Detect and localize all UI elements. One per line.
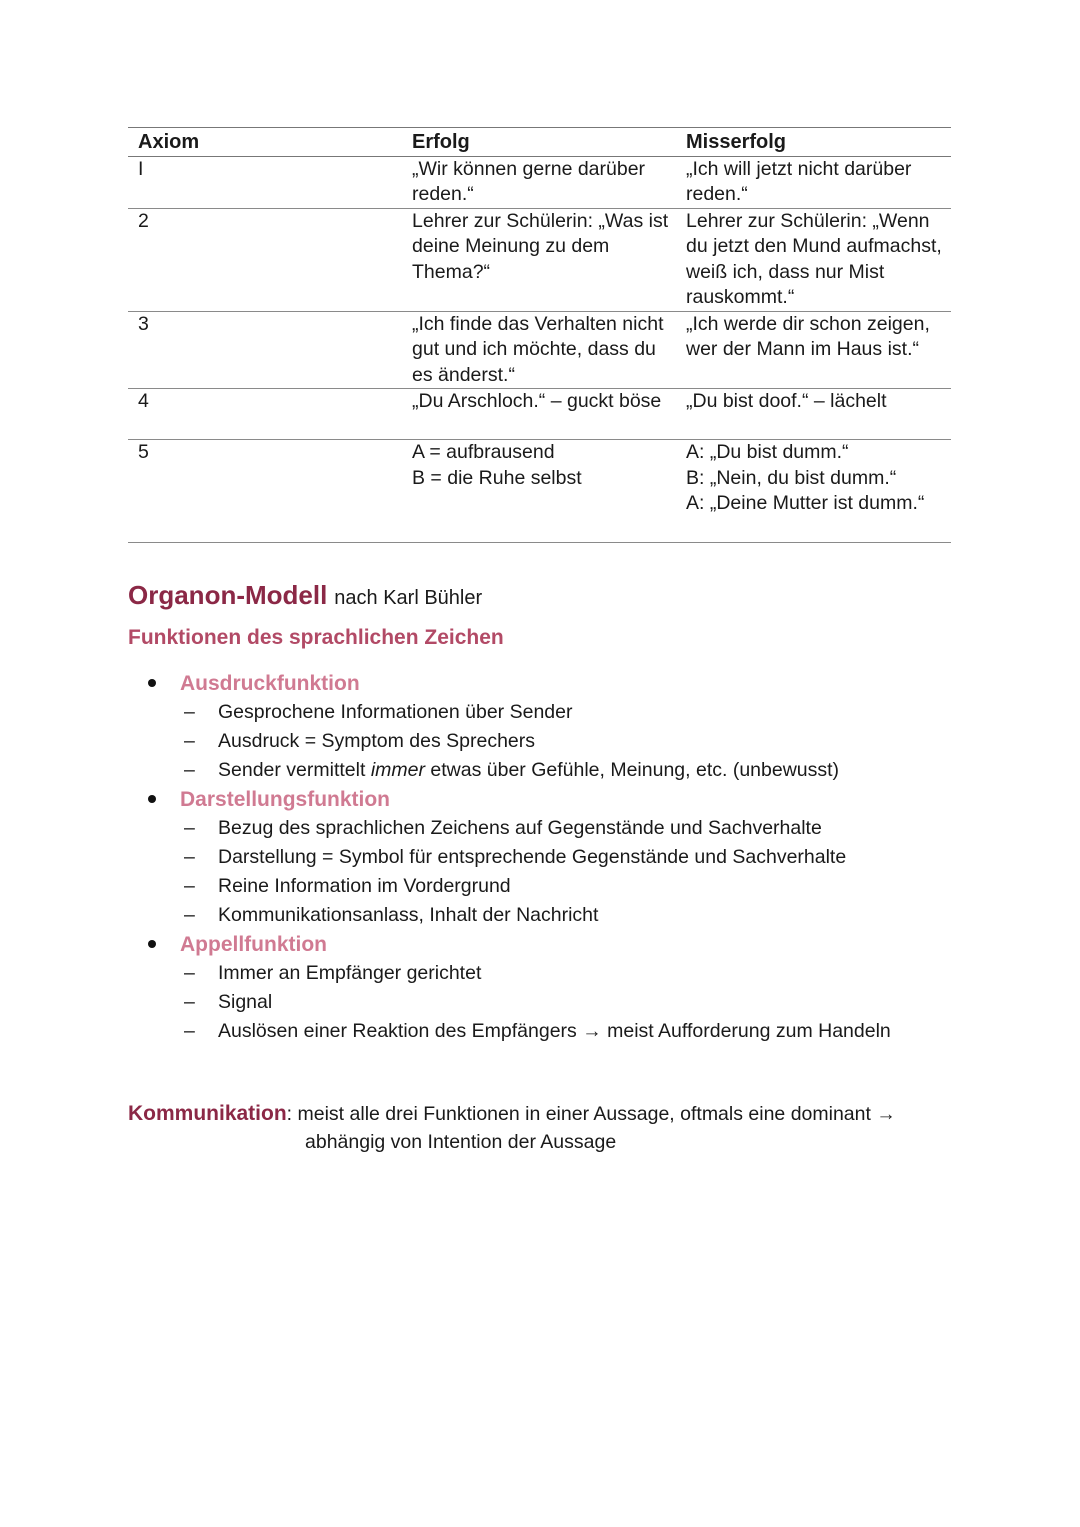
table-row [128, 311, 951, 389]
bullet-icon [148, 940, 156, 948]
dash-icon: – [184, 730, 195, 752]
organon-heading [128, 580, 482, 611]
point-text: Darstellung = Symbol für entsprechende Gegenstände und Sachverhalte [218, 846, 847, 868]
axiom-cell: 4 [128, 389, 402, 440]
misserfolg-cell: „Ich werde dir schon zeigen, wer der Mann im Haus ist.“ [676, 311, 951, 389]
list-item [180, 872, 1028, 901]
list-item [180, 1017, 1028, 1046]
function-item-ausdruck [128, 669, 1028, 785]
table-row [128, 156, 951, 208]
function-item-appell [128, 930, 1028, 1046]
axiom-cell: I [128, 156, 402, 208]
list-item [180, 988, 1028, 1017]
erfolg-line: A = aufbrausend [412, 441, 555, 463]
list-item [180, 727, 1028, 756]
point-text: Ausdruck = Symptom des Sprechers [218, 730, 536, 752]
function-title: Darstellungsfunktion [180, 788, 391, 811]
point-text: Immer an Empfänger gerichtet [218, 962, 482, 984]
dash-icon: – [184, 962, 195, 984]
kommunikation-text: : meist alle drei Funktionen in einer Aussage, oftmals eine dominant → [286, 1103, 896, 1125]
dash-icon: – [184, 817, 195, 839]
axiom-table [128, 127, 951, 543]
point-text: Kommunikationsanlass, Inhalt der Nachricht [218, 904, 599, 926]
header-axiom: Axiom [128, 128, 402, 157]
misserfolg-line: B: „Nein, du bist dumm.“ [686, 466, 897, 489]
functions-list [128, 669, 1028, 1046]
axiom-cell: 3 [128, 311, 402, 389]
erfolg-cell: „Du Arschloch.“ – guckt böse [402, 389, 676, 440]
function-points [180, 814, 1028, 930]
kommunikation-text-continued: abhängig von Intention der Aussage [305, 1131, 617, 1153]
point-text-emphasis: immer [370, 759, 425, 781]
point-text-after: etwas über Gefühle, Meinung, etc. (unbewusst) [424, 759, 840, 781]
organon-subtitle: nach Karl Bühler [334, 587, 483, 609]
organon-title: Organon-Modell [128, 580, 328, 610]
dash-icon: – [184, 846, 195, 868]
bullet-icon [148, 795, 156, 803]
erfolg-cell: „Wir können gerne darüber reden.“ [402, 156, 676, 208]
dash-icon: – [184, 1020, 195, 1042]
misserfolg-cell: „Ich will jetzt nicht darüber reden.“ [676, 156, 951, 208]
table-row [128, 440, 951, 543]
dash-icon: – [184, 991, 195, 1013]
list-item [180, 814, 1028, 843]
point-text: Signal [218, 991, 273, 1013]
misserfolg-line: A: „Deine Mutter ist dumm.“ [686, 492, 925, 514]
list-item [180, 959, 1028, 988]
point-text: Auslösen einer Reaktion des Empfängers → meist Aufforderung zum Handeln [218, 1020, 891, 1042]
misserfolg-line: A: „Du bist dumm.“ [686, 441, 849, 463]
axiom-cell: 5 [128, 440, 402, 543]
dash-icon: – [184, 759, 195, 781]
function-title: Appellfunktion [180, 933, 327, 956]
erfolg-cell [402, 440, 676, 543]
kommunikation-paragraph [128, 1100, 958, 1156]
erfolg-line: B = die Ruhe selbst [412, 466, 582, 489]
list-item [180, 901, 1028, 930]
dash-icon: – [184, 701, 195, 723]
point-text-before: Sender vermittelt [218, 759, 371, 781]
list-item [180, 698, 1028, 727]
point-text: Gesprochene Informationen über Sender [218, 701, 573, 723]
function-item-darstellung [128, 785, 1028, 930]
function-title: Ausdruckfunktion [180, 672, 360, 695]
bullet-icon [148, 679, 156, 687]
funktionen-heading: Funktionen des sprachlichen Zeichen [128, 626, 504, 649]
header-erfolg: Erfolg [402, 128, 676, 157]
erfolg-cell: „Ich finde das Verhalten nicht gut und ich möchte, dass du es änderst.“ [402, 311, 676, 389]
table-row [128, 208, 951, 311]
erfolg-cell: Lehrer zur Schülerin: „Was ist deine Meinung zu dem Thema?“ [402, 208, 676, 311]
function-points [180, 698, 1028, 785]
point-text: Reine Information im Vordergrund [218, 875, 511, 897]
function-points [180, 959, 1028, 1046]
misserfolg-cell: „Du bist doof.“ – lächelt [676, 389, 951, 440]
dash-icon: – [184, 875, 195, 897]
kommunikation-label: Kommunikation [128, 1102, 287, 1125]
table-row [128, 389, 951, 440]
list-item [180, 843, 1028, 872]
point-text: Bezug des sprachlichen Zeichens auf Gegenstände und Sachverhalte [218, 817, 822, 839]
table-header-row [128, 128, 951, 157]
misserfolg-cell: Lehrer zur Schülerin: „Wenn du jetzt den Mund aufmachst, weiß ich, dass nur Mist rauskommt.“ [676, 208, 951, 311]
header-misserfolg: Misserfolg [676, 128, 951, 157]
dash-icon: – [184, 904, 195, 926]
misserfolg-cell [676, 440, 951, 543]
list-item [180, 756, 1028, 785]
axiom-cell: 2 [128, 208, 402, 311]
